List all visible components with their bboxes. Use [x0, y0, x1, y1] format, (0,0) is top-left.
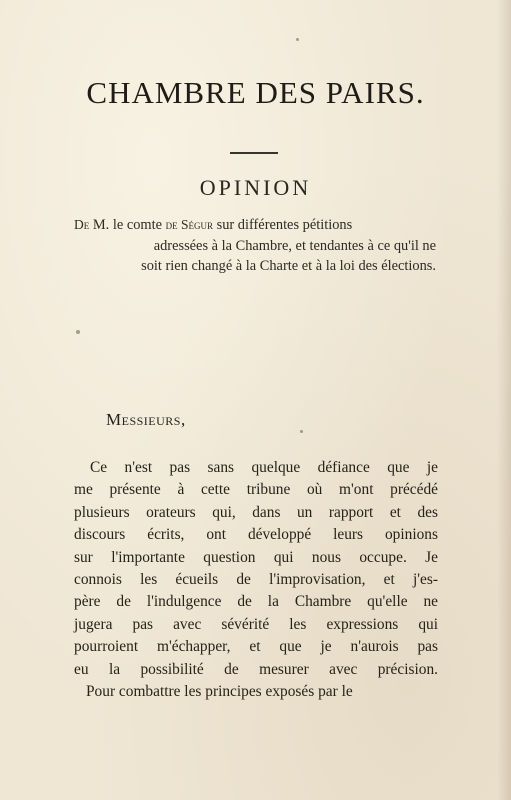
paper-speck — [300, 430, 303, 433]
paper-speck — [76, 330, 80, 334]
body-paragraph — [74, 457, 438, 703]
body-line: discours écrits, ont développé leurs opinions — [74, 526, 438, 544]
paper-speck — [296, 38, 299, 41]
intro-line-2: adressées à la Chambre, et tendantes à ce qu'il ne — [153, 237, 436, 254]
title-divider — [230, 152, 278, 154]
body-line: père de l'indulgence de la Chambre qu'elle ne — [74, 593, 438, 611]
salutation: Messieurs, — [106, 410, 186, 429]
page-title: CHAMBRE DES PAIRS. — [86, 75, 425, 110]
intro-surname: de Ségur — [165, 217, 213, 232]
body-line: plusieurs orateurs qui, dans un rapport et des — [74, 503, 438, 521]
body-line: pourroient m'échapper, et que je n'aurois pas — [74, 638, 438, 656]
intro-paragraph — [74, 215, 436, 277]
body-line: sur l'importante question qui nous occupe. Je — [74, 548, 438, 566]
body-line: Pour combattre les principes exposés par le — [86, 683, 353, 701]
body-line: jugera pas avec sévérité les expressions qui — [74, 615, 438, 633]
body-line: eu la possibilité de mesurer avec précision. — [74, 660, 438, 678]
page-edge-shadow — [497, 0, 511, 800]
intro-rest: sur différentes pétitions — [213, 217, 353, 233]
section-heading: OPINION — [199, 175, 312, 200]
intro-line-3: soit rien changé à la Charte et à la loi des élections. — [141, 258, 436, 274]
body-line: connois les écueils de l'improvisation, et j'es- — [74, 571, 438, 589]
intro-prefix: De — [74, 217, 90, 232]
intro-name: M. le comte — [92, 217, 162, 233]
body-line: Ce n'est pas sans quelque défiance que je — [90, 459, 438, 476]
intro-line-1 — [74, 215, 436, 236]
body-line: me présente à cette tribune où m'ont précédé — [74, 481, 438, 499]
